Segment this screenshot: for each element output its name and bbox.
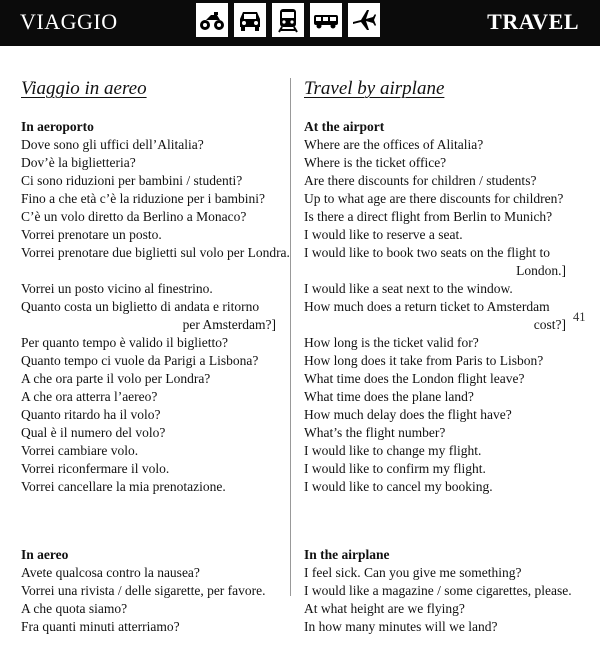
phrase-italian: Avete qualcosa contro la nausea? [21, 565, 200, 580]
phrase-italian: Ci sono riduzioni per bambini / studenti? [21, 173, 243, 188]
phrase-english: What time does the London flight leave? [304, 371, 525, 386]
transport-icons [196, 3, 380, 37]
phrase-italian: Vorrei una rivista / delle sigarette, per favore. [21, 583, 266, 598]
phrase-italian: Vorrei cambiare volo. [21, 443, 139, 458]
phrase-italian: Vorrei prenotare un posto. [21, 227, 162, 242]
phrase-italian: Quanto tempo ci vuole da Parigi a Lisbona? [21, 353, 259, 368]
phrase-english: Where is the ticket office? [304, 155, 447, 170]
phrase-english: I would like a seat next to the window. [304, 281, 513, 296]
subheading-airport-italian: In aeroporto [21, 119, 94, 134]
subheading-airport-english: At the airport [304, 119, 385, 134]
phrase-italian: Vorrei un posto vicino al finestrino. [21, 281, 213, 296]
subheading-airplane-italian: In aereo [21, 547, 69, 562]
phrase-english: What time does the plane land? [304, 389, 474, 404]
phrase-italian: Qual è il numero del volo? [21, 425, 166, 440]
phrase-english: At what height are we flying? [304, 601, 465, 616]
phrase-italian: Dov’è la biglietteria? [21, 155, 136, 170]
phrase-italian: A che quota siamo? [21, 601, 128, 616]
airplane-icon [348, 3, 380, 37]
phrase-english: Are there discounts for children / students? [304, 173, 537, 188]
page-header [0, 0, 600, 46]
spacer [21, 262, 276, 280]
phrase-english: What’s the flight number? [304, 425, 446, 440]
phrase-english: I would like a magazine / some cigarettes, please. [304, 583, 572, 598]
phrase-english: How much does a return ticket to Amsterdam [304, 299, 550, 314]
subheading-airplane-english: In the airplane [304, 547, 390, 562]
header-title-english: TRAVEL [487, 9, 579, 34]
column-divider [290, 78, 291, 596]
phrase-italian-continued: per Amsterdam?] [182, 317, 276, 332]
phrase-italian: Dove sono gli uffici dell’Alitalia? [21, 137, 204, 152]
english-column [304, 78, 572, 636]
phrase-italian: Vorrei riconfermare il volo. [21, 461, 170, 476]
phrase-english: I would like to book two seats on the flight to [304, 245, 550, 260]
phrase-english: I would like to cancel my booking. [304, 479, 493, 494]
motorcycle-icon [196, 3, 228, 37]
phrase-english-continued: cost?] [533, 317, 566, 332]
phrase-italian: Vorrei cancellare la mia prenotazione. [21, 479, 226, 494]
phrase-english: Where are the offices of Alitalia? [304, 137, 484, 152]
phrase-italian: Fra quanti minuti atterriamo? [21, 619, 180, 634]
page-number: 41 [573, 310, 586, 324]
phrase-english: In how many minutes will we land? [304, 619, 498, 634]
phrase-english: How much delay does the flight have? [304, 407, 512, 422]
phrase-english: I would like to reserve a seat. [304, 227, 463, 242]
phrase-english: How long is the ticket valid for? [304, 335, 479, 350]
phrase-english: Is there a direct flight from Berlin to Munich? [304, 209, 553, 224]
bus-icon [310, 3, 342, 37]
section-title-english: Travel by airplane [304, 78, 445, 99]
header-title-italian: VIAGGIO [20, 9, 118, 34]
car-icon [234, 3, 266, 37]
phrase-italian: Per quanto tempo è valido il biglietto? [21, 335, 228, 350]
phrase-italian: Quanto ritardo ha il volo? [21, 407, 161, 422]
phrase-english: I would like to confirm my flight. [304, 461, 486, 476]
italian-column [21, 78, 290, 636]
train-icon [272, 3, 304, 37]
phrase-italian: A che ora atterra l’aereo? [21, 389, 158, 404]
phrase-english: I would like to change my flight. [304, 443, 482, 458]
phrase-italian: Vorrei prenotare due biglietti sul volo per Londra. [21, 245, 290, 260]
phrase-italian: A che ora parte il volo per Londra? [21, 371, 211, 386]
section-title-italian: Viaggio in aereo [21, 78, 147, 99]
phrase-italian: C’è un volo diretto da Berlino a Monaco? [21, 209, 247, 224]
phrase-italian: Fino a che età c’è la riduzione per i bambini? [21, 191, 266, 206]
phrase-english: Up to what age are there discounts for children? [304, 191, 564, 206]
phrase-italian: Quanto costa un biglietto di andata e ritorno [21, 299, 260, 314]
phrase-english: How long does it take from Paris to Lisbon? [304, 353, 544, 368]
phrase-english-continued: London.] [516, 263, 566, 278]
phrase-english: I feel sick. Can you give me something? [304, 565, 522, 580]
